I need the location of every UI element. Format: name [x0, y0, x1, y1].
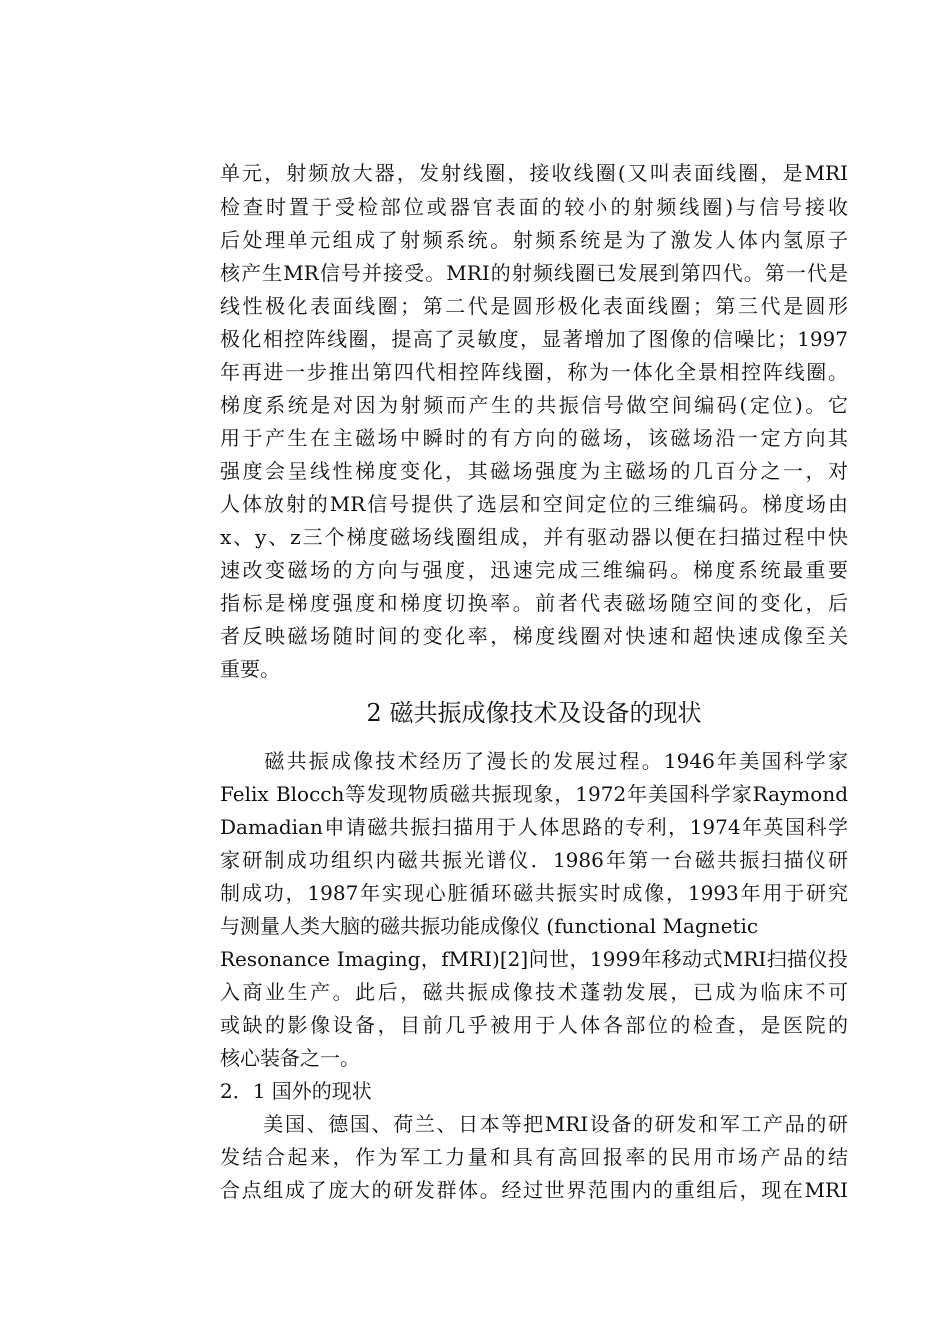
paragraph-line: 重要。 — [220, 657, 280, 681]
paragraph-line: 后处理单元组成了射频系统。射频系统是为了激发人体内氢原子 — [220, 228, 848, 252]
section-heading: 2 磁共振成像技术及设备的现状 — [366, 699, 702, 727]
paragraph-line: 用于产生在主磁场中瞬时的有方向的磁场，该磁场沿一定方向其 — [220, 426, 848, 450]
paragraph-line: 制成功，1987年实现心脏循环磁共振实时成像，1993年用于研究 — [220, 881, 848, 905]
paragraph-line: 发结合起来，作为军工力量和具有高回报率的民用市场产品的结 — [220, 1145, 848, 1169]
paragraph-line: x、y、z三个梯度磁场线圈组成，并有驱动器以便在扫描过程中快 — [220, 525, 848, 549]
paragraph-line: 或缺的影像设备，目前几乎被用于人体各部位的检查，是医院的 — [220, 1013, 848, 1037]
paragraph-line: 核产生MR信号并接受。MRI的射频线圈已发展到第四代。第一代是 — [220, 261, 848, 285]
paragraph-line: 极化相控阵线圈，提高了灵敏度，显著增加了图像的信噪比；1997 — [220, 327, 848, 351]
paragraph-line: 年再进一步推出第四代相控阵线圈，称为一体化全景相控阵线圈。 — [220, 360, 848, 384]
subsection-heading: 2．1 国外的现状 — [220, 1079, 372, 1103]
paragraph-line: Damadian申请磁共振扫描用于人体思路的专利，1974年英国科学 — [220, 815, 848, 839]
paragraph-line: 家研制成功组织内磁共振光谱仪．1986年第一台磁共振扫描仪研 — [220, 848, 848, 872]
paragraph-line: 核心装备之一。 — [220, 1046, 360, 1070]
paragraph-line: 指标是梯度强度和梯度切换率。前者代表磁场随空间的变化，后 — [220, 591, 848, 615]
paragraph-line: 与测量人类大脑的磁共振功能成像仪 (functional Magnetic — [220, 914, 759, 938]
paragraph-line: 者反映磁场随时间的变化率，梯度线圈对快速和超快速成像至关 — [220, 624, 848, 648]
paragraph-line: 磁共振成像技术经历了漫长的发展过程。1946年美国科学家 — [220, 749, 848, 773]
paragraph-line: Resonance Imaging，fMRI)[2]问世，1999年移动式MRI扫描仪投 — [220, 947, 848, 971]
paragraph-line: 入商业生产。此后，磁共振成像技术蓬勃发展，已成为临床不可 — [220, 980, 848, 1004]
paragraph-line: 人体放射的MR信号提供了选层和空间定位的三维编码。梯度场由 — [220, 492, 848, 516]
paragraph-line: 合点组成了庞大的研发群体。经过世界范围内的重组后，现在MRI — [220, 1178, 848, 1202]
paragraph-line: Felix Blocch等发现物质磁共振现象，1972年美国科学家Raymond — [220, 782, 848, 806]
paragraph-line: 检查时置于受检部位或器官表面的较小的射频线圈)与信号接收 — [220, 195, 848, 219]
paragraph-line: 单元，射频放大器，发射线圈，接收线圈(又叫表面线圈，是MRI — [220, 161, 848, 185]
paragraph-line: 梯度系统是对因为射频而产生的共振信号做空间编码(定位)。它 — [220, 393, 848, 417]
paragraph-line: 强度会呈线性梯度变化，其磁场强度为主磁场的几百分之一，对 — [220, 459, 848, 483]
paragraph-line: 速改变磁场的方向与强度，迅速完成三维编码。梯度系统最重要 — [220, 558, 848, 582]
paragraph-line: 线性极化表面线圈；第二代是圆形极化表面线圈；第三代是圆形 — [220, 294, 848, 318]
paragraph-line: 美国、德国、荷兰、日本等把MRI设备的研发和军工产品的研 — [220, 1112, 848, 1136]
